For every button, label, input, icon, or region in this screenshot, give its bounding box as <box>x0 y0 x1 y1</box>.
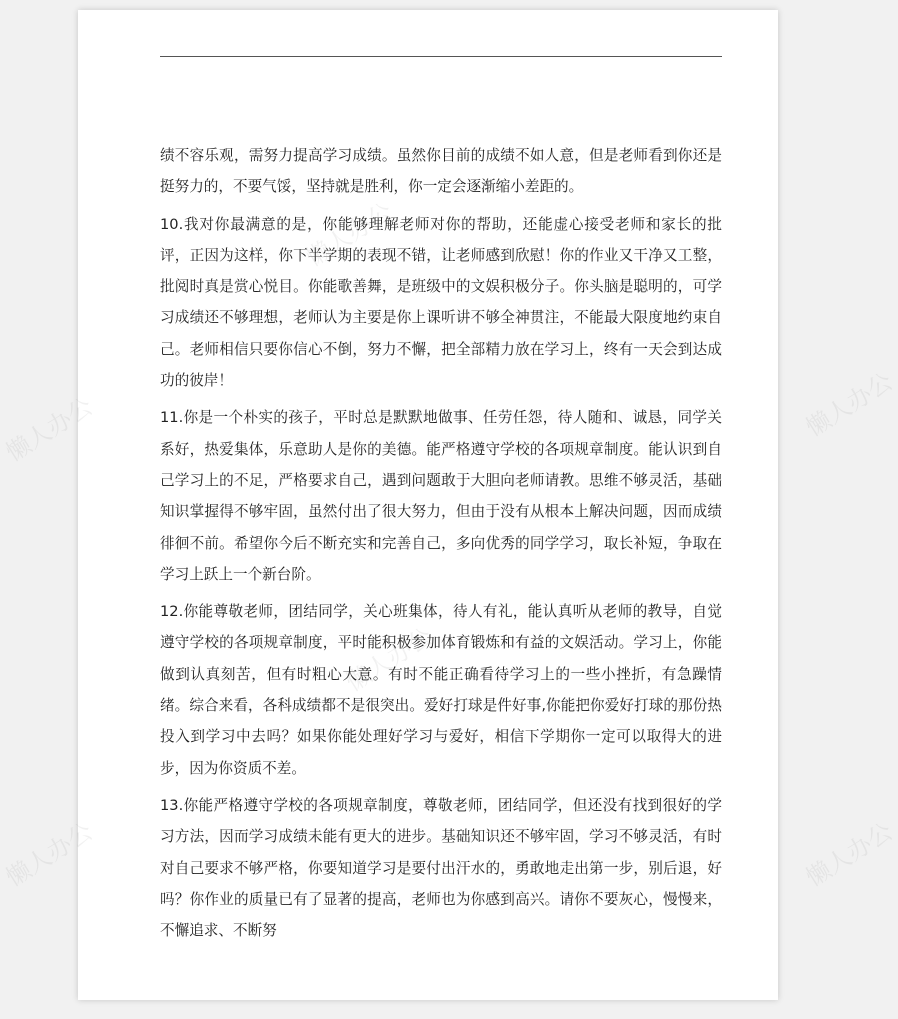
paragraph-13: 13.你能严格遵守学校的各项规章制度，尊敬老师，团结同学，但还没有找到很好的学习方法，因而学习成绩未能有更大的进步。基础知识还不够牢固，学习不够灵活，有时对自己要求不够严格，你要知道学习是要付出汗水的，勇敢地走出第一步，别后退，好吗？你作业的质量已有了显著的提高，老师也为你感到高兴。请你不要灰心，慢慢来，不懈追求、不断努 <box>160 796 722 940</box>
document-page <box>78 10 778 1000</box>
watermark: 懒人办公 <box>801 817 898 892</box>
paragraph-12: 12.你能尊敬老师，团结同学，关心班集体，待人有礼，能认真听从老师的教导，自觉遵守学校的各项规章制度，平时能积极参加体育锻炼和有益的文娱活动。学习上，你能做到认真刻苦，但有时粗心大意。有时不能正确看待学习上的一些小挫折，有急躁情绪。综合来看，各科成绩都不是很突出。爱好打球是件好事,你能把你爱好打球的那份热投入到学习中去吗？如果你能处理好学习与爱好，相信下学期你一定可以取得大的进步，因为你资质不差。 <box>160 603 722 777</box>
paragraph-11: 11.你是一个朴实的孩子，平时总是默默地做事、任劳任怨，待人随和、诚恳，同学关系好，热爱集体，乐意助人是你的美德。能严格遵守学校的各项规章制度。能认识到自己学习上的不足，严格要求自己，遇到问题敢于大胆向老师请教。思维不够灵活，基础知识掌握得不够牢固，虽然付出了很大努力，但由于没有从根本上解决问题，因而成绩徘徊不前。希望你今后不断充实和完善自己，多向优秀的同学学习，取长补短，争取在学习上跃上一个新台阶。 <box>160 409 722 583</box>
watermark: 懒人办公 <box>1 817 98 892</box>
paragraph-10: 10.我对你最满意的是，你能够理解老师对你的帮助，还能虚心接受老师和家长的批评，正因为这样，你下半学期的表现不错，让老师感到欣慰！你的作业又干净又工整，批阅时真是赏心悦目。你能歌善舞，是班级中的文娱积极分子。你头脑是聪明的，可学习成绩还不够理想，老师认为主要是你上课听讲不够全神贯注，不能最大限度地约束自己。老师相信只要你信心不倒，努力不懈，把全部精力放在学习上，终有一天会到达成功的彼岸！ <box>160 215 722 390</box>
watermark: 懒人办公 <box>801 367 898 442</box>
header-rule <box>160 56 722 57</box>
document-body <box>160 140 722 952</box>
watermark: 懒人办公 <box>1 392 98 467</box>
paragraph-continuation: 绩不容乐观，需努力提高学习成绩。虽然你目前的成绩不如人意，但是老师看到你还是挺努力的，不要气馁，坚持就是胜利，你一定会逐渐缩小差距的。 <box>160 147 722 196</box>
